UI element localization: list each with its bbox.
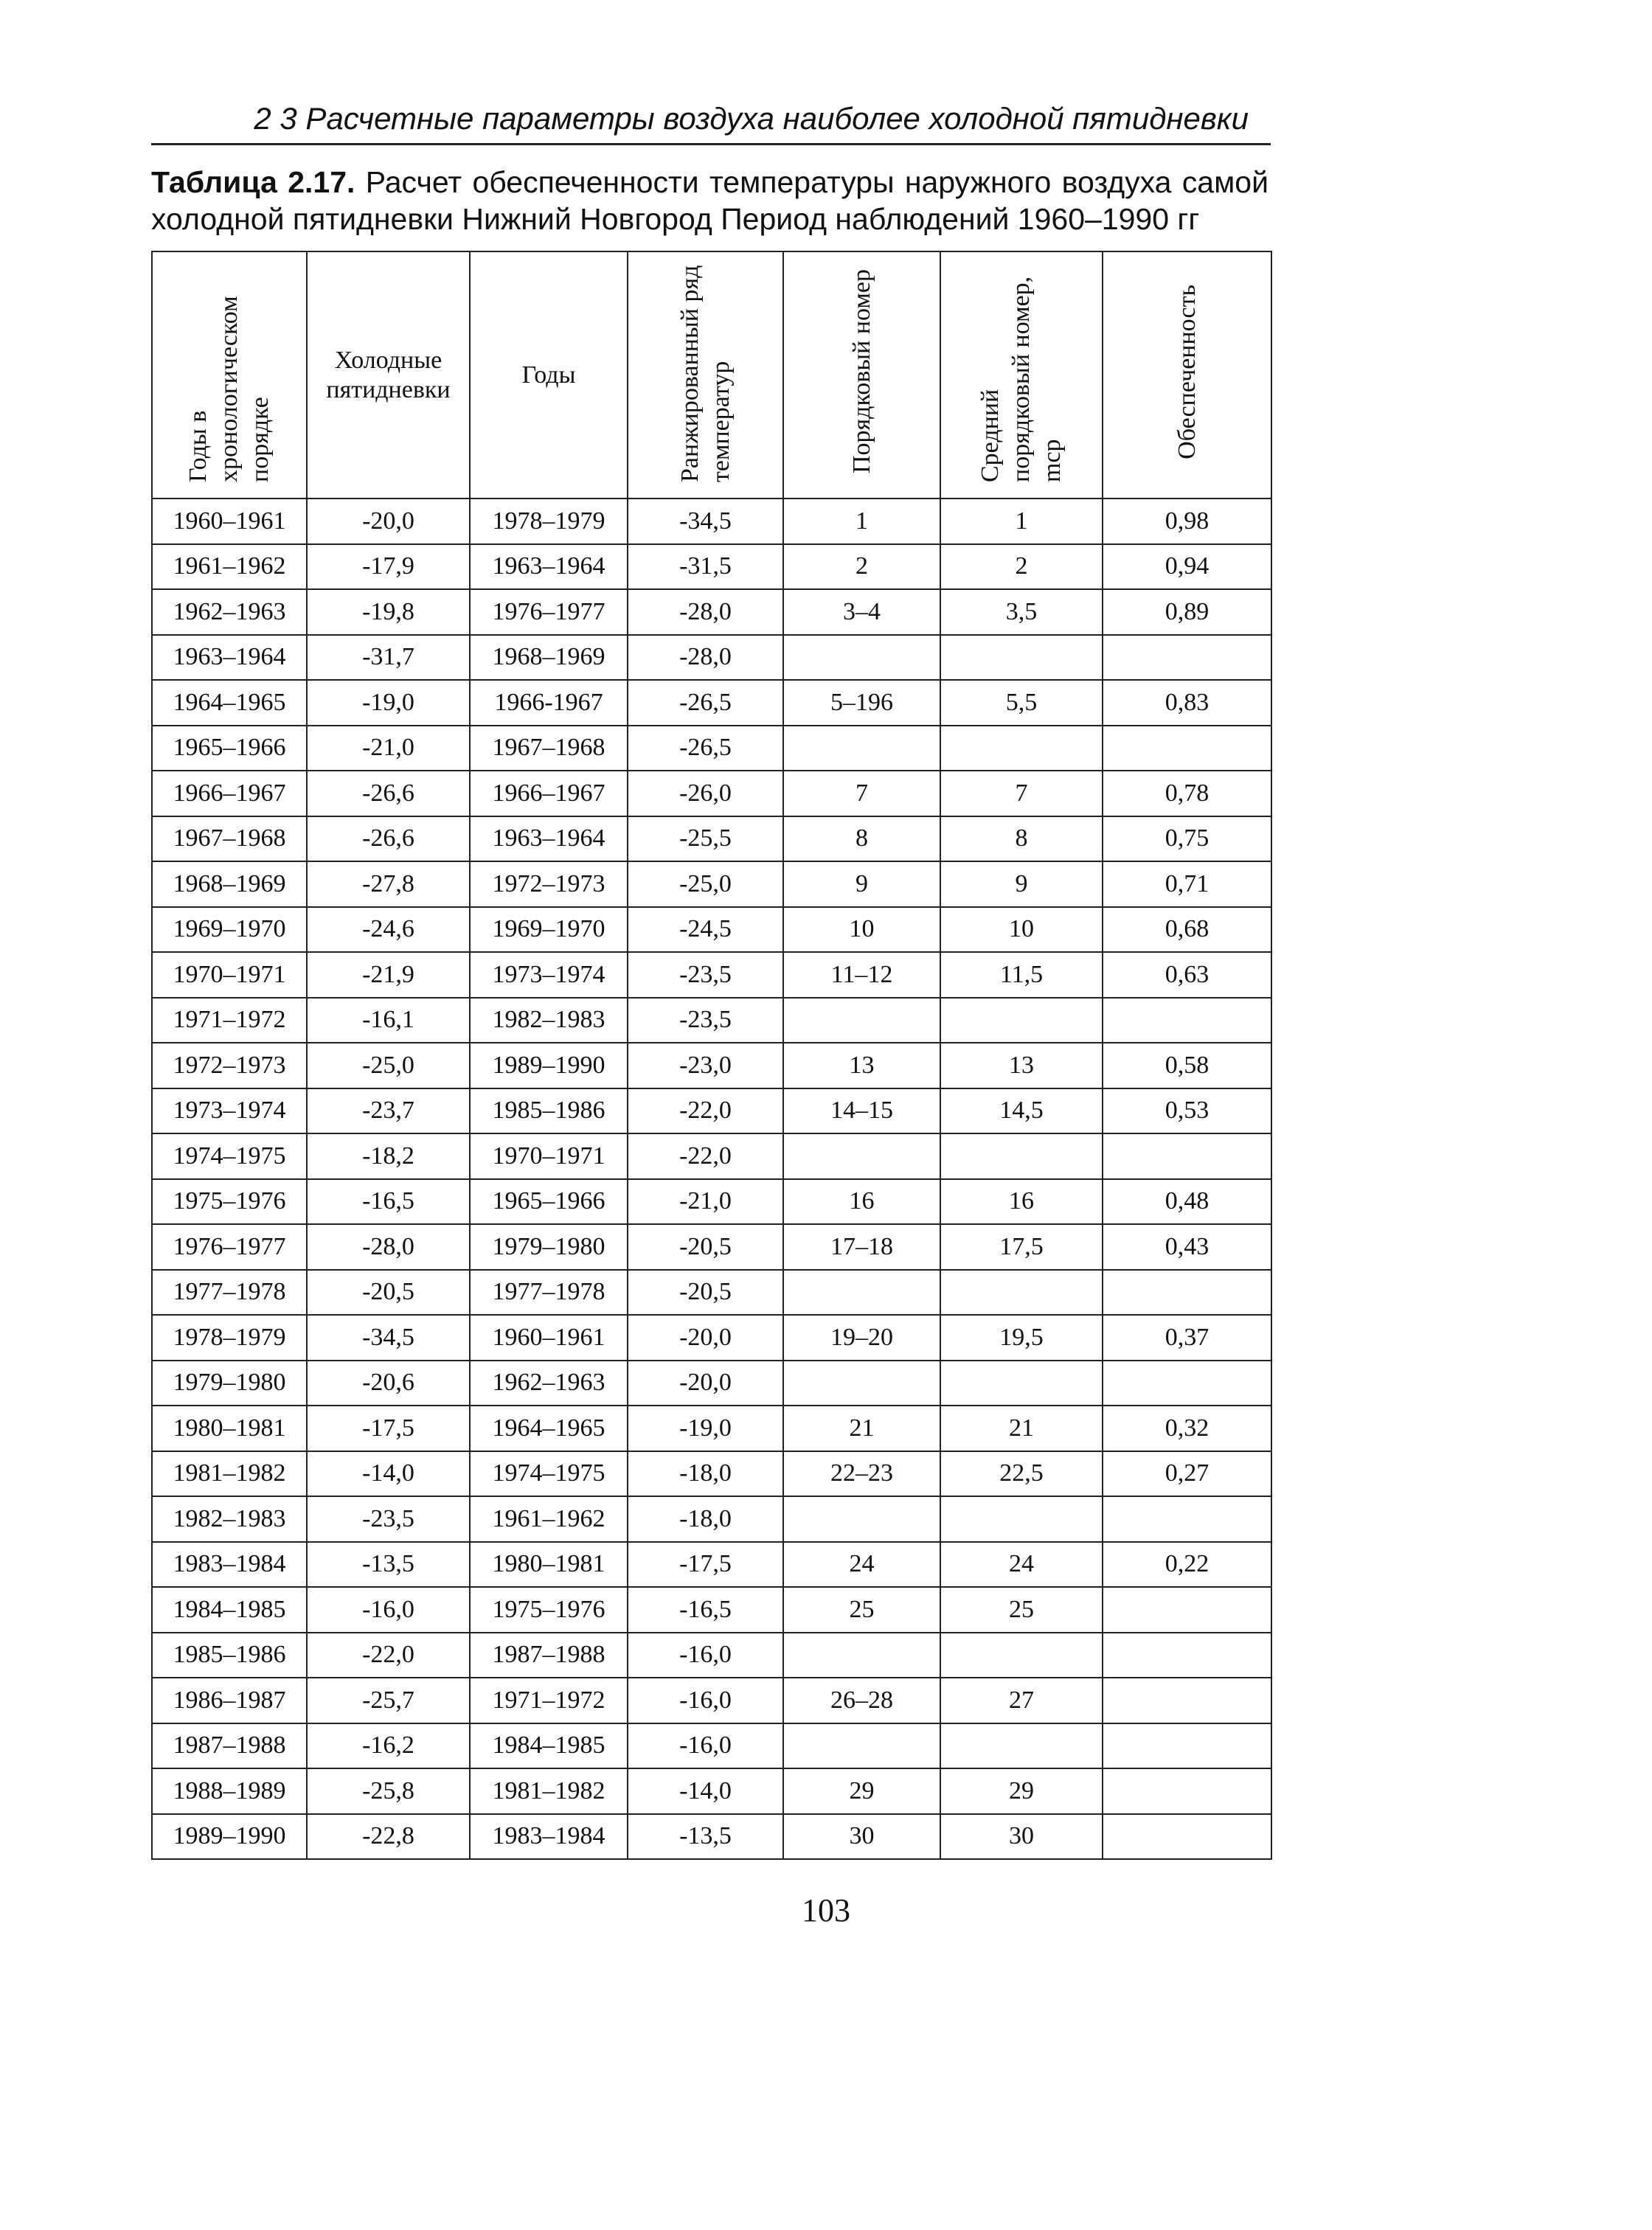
cell-mean-ordinal (940, 1723, 1103, 1769)
cell-chrono-years: 1972–1973 (152, 1043, 307, 1088)
table-row (152, 1224, 1271, 1270)
cell-probability (1103, 1361, 1271, 1406)
cell-ranked-temp: -28,0 (628, 635, 783, 681)
cell-ordinal-number: 19–20 (783, 1315, 940, 1361)
cell-probability: 0,53 (1103, 1088, 1271, 1134)
cell-years: 1979–1980 (470, 1224, 628, 1270)
data-table (151, 251, 1272, 1860)
cell-ordinal-number: 5–196 (783, 680, 940, 726)
cell-probability: 0,43 (1103, 1224, 1271, 1270)
cell-probability: 0,63 (1103, 952, 1271, 998)
cell-ordinal-number: 3–4 (783, 589, 940, 635)
running-head: 2 3 Расчетные параметры воздуха наиболее холодной пятидневки (151, 103, 1271, 145)
table-row (152, 1814, 1271, 1860)
table-row (152, 1678, 1271, 1723)
cell-cold-five-days: -25,8 (307, 1768, 470, 1814)
cell-cold-five-days: -28,0 (307, 1224, 470, 1270)
cell-probability: 0,78 (1103, 771, 1271, 816)
table-row (152, 907, 1271, 953)
cell-cold-five-days: -14,0 (307, 1451, 470, 1497)
cell-cold-five-days: -26,6 (307, 771, 470, 816)
cell-years: 1965–1966 (470, 1179, 628, 1225)
table-row (152, 1587, 1271, 1633)
cell-chrono-years: 1962–1963 (152, 589, 307, 635)
table-body (152, 499, 1271, 1859)
cell-mean-ordinal (940, 726, 1103, 771)
cell-ranked-temp: -17,5 (628, 1542, 783, 1588)
cell-probability (1103, 1768, 1271, 1814)
cell-cold-five-days: -23,7 (307, 1088, 470, 1134)
cell-years: 1989–1990 (470, 1043, 628, 1088)
cell-years: 1966-1967 (470, 680, 628, 726)
table-row (152, 1451, 1271, 1497)
cell-ranked-temp: -23,0 (628, 1043, 783, 1088)
table-row (152, 1315, 1271, 1361)
cell-mean-ordinal: 13 (940, 1043, 1103, 1088)
cell-years: 1987–1988 (470, 1633, 628, 1678)
cell-years: 1964–1965 (470, 1406, 628, 1451)
cell-chrono-years: 1961–1962 (152, 544, 307, 590)
cell-ordinal-number: 11–12 (783, 952, 940, 998)
table-caption (151, 164, 1268, 237)
header-mean-ordinal: Средний порядковый номер, mср (940, 251, 1103, 499)
cell-cold-five-days: -23,5 (307, 1496, 470, 1542)
cell-probability: 0,22 (1103, 1542, 1271, 1588)
cell-mean-ordinal: 21 (940, 1406, 1103, 1451)
cell-chrono-years: 1963–1964 (152, 635, 307, 681)
cell-ranked-temp: -20,0 (628, 1315, 783, 1361)
table-row (152, 952, 1271, 998)
cell-ranked-temp: -19,0 (628, 1406, 783, 1451)
cell-chrono-years: 1984–1985 (152, 1587, 307, 1633)
cell-mean-ordinal: 1 (940, 499, 1103, 544)
cell-years: 1970–1971 (470, 1133, 628, 1179)
cell-probability (1103, 1678, 1271, 1723)
cell-cold-five-days: -22,0 (307, 1633, 470, 1678)
cell-ranked-temp: -26,0 (628, 771, 783, 816)
cell-chrono-years: 1987–1988 (152, 1723, 307, 1769)
cell-ordinal-number: 22–23 (783, 1451, 940, 1497)
cell-probability (1103, 1633, 1271, 1678)
cell-cold-five-days: -18,2 (307, 1133, 470, 1179)
table-row (152, 1088, 1271, 1134)
cell-cold-five-days: -19,8 (307, 589, 470, 635)
cell-probability: 0,58 (1103, 1043, 1271, 1088)
table-row (152, 1179, 1271, 1225)
cell-ranked-temp: -26,5 (628, 680, 783, 726)
table-row (152, 635, 1271, 681)
cell-ordinal-number: 14–15 (783, 1088, 940, 1134)
cell-years: 1982–1983 (470, 998, 628, 1043)
cell-ranked-temp: -24,5 (628, 907, 783, 953)
cell-mean-ordinal: 16 (940, 1179, 1103, 1225)
table-row (152, 1133, 1271, 1179)
cell-ranked-temp: -20,0 (628, 1361, 783, 1406)
cell-cold-five-days: -16,0 (307, 1587, 470, 1633)
cell-probability (1103, 1723, 1271, 1769)
cell-ordinal-number: 24 (783, 1542, 940, 1588)
cell-cold-five-days: -20,5 (307, 1270, 470, 1316)
cell-ordinal-number (783, 1633, 940, 1678)
cell-cold-five-days: -22,8 (307, 1814, 470, 1860)
cell-probability: 0,75 (1103, 816, 1271, 862)
cell-years: 1984–1985 (470, 1723, 628, 1769)
cell-ranked-temp: -16,5 (628, 1587, 783, 1633)
cell-ranked-temp: -16,0 (628, 1723, 783, 1769)
cell-ordinal-number (783, 726, 940, 771)
header-years: Годы (470, 251, 628, 499)
cell-ordinal-number: 2 (783, 544, 940, 590)
header-probability: Обеспеченность (1103, 251, 1271, 499)
cell-ordinal-number: 13 (783, 1043, 940, 1088)
cell-mean-ordinal: 27 (940, 1678, 1103, 1723)
cell-mean-ordinal: 10 (940, 907, 1103, 953)
header-chrono-years: Годы в хронологическом порядке (152, 251, 307, 499)
cell-ranked-temp: -23,5 (628, 998, 783, 1043)
table-caption-label: Таблица 2.17. (151, 165, 355, 199)
table-row (152, 499, 1271, 544)
cell-ranked-temp: -16,0 (628, 1678, 783, 1723)
cell-mean-ordinal: 24 (940, 1542, 1103, 1588)
cell-ordinal-number: 29 (783, 1768, 940, 1814)
cell-ranked-temp: -20,5 (628, 1224, 783, 1270)
cell-chrono-years: 1986–1987 (152, 1678, 307, 1723)
cell-probability: 0,83 (1103, 680, 1271, 726)
cell-mean-ordinal (940, 1361, 1103, 1406)
table-row (152, 998, 1271, 1043)
table-row (152, 1723, 1271, 1769)
cell-ranked-temp: -21,0 (628, 1179, 783, 1225)
cell-cold-five-days: -21,9 (307, 952, 470, 998)
cell-mean-ordinal: 2 (940, 544, 1103, 590)
cell-years: 1981–1982 (470, 1768, 628, 1814)
cell-mean-ordinal (940, 1633, 1103, 1678)
cell-cold-five-days: -16,1 (307, 998, 470, 1043)
header-ranked-temps: Ранжированный ряд температур (628, 251, 783, 499)
cell-mean-ordinal: 7 (940, 771, 1103, 816)
cell-probability (1103, 998, 1271, 1043)
cell-mean-ordinal (940, 1496, 1103, 1542)
cell-ordinal-number: 7 (783, 771, 940, 816)
cell-chrono-years: 1988–1989 (152, 1768, 307, 1814)
cell-chrono-years: 1975–1976 (152, 1179, 307, 1225)
cell-ranked-temp: -13,5 (628, 1814, 783, 1860)
cell-chrono-years: 1968–1969 (152, 861, 307, 907)
cell-years: 1968–1969 (470, 635, 628, 681)
cell-ranked-temp: -23,5 (628, 952, 783, 998)
cell-chrono-years: 1982–1983 (152, 1496, 307, 1542)
cell-years: 1969–1970 (470, 907, 628, 953)
cell-mean-ordinal: 8 (940, 816, 1103, 862)
cell-years: 1967–1968 (470, 726, 628, 771)
table-caption-text: Расчет обеспеченности температуры наружного воздуха самой холодной пятидневки Нижний Новгород Период наблюдений 1960–1990 гг (151, 165, 1269, 236)
cell-cold-five-days: -34,5 (307, 1315, 470, 1361)
cell-mean-ordinal: 3,5 (940, 589, 1103, 635)
cell-mean-ordinal: 11,5 (940, 952, 1103, 998)
cell-ordinal-number (783, 998, 940, 1043)
table-row (152, 816, 1271, 862)
cell-ordinal-number: 21 (783, 1406, 940, 1451)
cell-cold-five-days: -20,6 (307, 1361, 470, 1406)
cell-ranked-temp: -25,5 (628, 816, 783, 862)
cell-cold-five-days: -13,5 (307, 1542, 470, 1588)
cell-mean-ordinal (940, 635, 1103, 681)
cell-chrono-years: 1969–1970 (152, 907, 307, 953)
cell-chrono-years: 1970–1971 (152, 952, 307, 998)
cell-mean-ordinal: 14,5 (940, 1088, 1103, 1134)
cell-cold-five-days: -25,0 (307, 1043, 470, 1088)
cell-years: 1963–1964 (470, 544, 628, 590)
table-header-row (152, 251, 1271, 499)
cell-mean-ordinal: 19,5 (940, 1315, 1103, 1361)
cell-cold-five-days: -17,5 (307, 1406, 470, 1451)
cell-mean-ordinal: 29 (940, 1768, 1103, 1814)
cell-ordinal-number: 17–18 (783, 1224, 940, 1270)
cell-probability (1103, 1133, 1271, 1179)
cell-ordinal-number: 30 (783, 1814, 940, 1860)
cell-ranked-temp: -14,0 (628, 1768, 783, 1814)
table-row (152, 1633, 1271, 1678)
cell-years: 1960–1961 (470, 1315, 628, 1361)
table-row (152, 771, 1271, 816)
cell-years: 1962–1963 (470, 1361, 628, 1406)
cell-mean-ordinal: 9 (940, 861, 1103, 907)
cell-cold-five-days: -21,0 (307, 726, 470, 771)
cell-cold-five-days: -25,7 (307, 1678, 470, 1723)
cell-chrono-years: 1966–1967 (152, 771, 307, 816)
cell-cold-five-days: -16,2 (307, 1723, 470, 1769)
cell-chrono-years: 1973–1974 (152, 1088, 307, 1134)
cell-cold-five-days: -26,6 (307, 816, 470, 862)
cell-ordinal-number: 10 (783, 907, 940, 953)
cell-years: 1973–1974 (470, 952, 628, 998)
header-ordinal-number: Порядковый номер (783, 251, 940, 499)
cell-cold-five-days: -19,0 (307, 680, 470, 726)
cell-years: 1972–1973 (470, 861, 628, 907)
cell-ordinal-number: 26–28 (783, 1678, 940, 1723)
cell-years: 1985–1986 (470, 1088, 628, 1134)
cell-probability (1103, 635, 1271, 681)
cell-years: 1963–1964 (470, 816, 628, 862)
cell-cold-five-days: -17,9 (307, 544, 470, 590)
cell-years: 1978–1979 (470, 499, 628, 544)
cell-mean-ordinal: 30 (940, 1814, 1103, 1860)
cell-ranked-temp: -22,0 (628, 1133, 783, 1179)
cell-ordinal-number: 1 (783, 499, 940, 544)
page-number: 103 (802, 1892, 850, 1928)
cell-ordinal-number: 16 (783, 1179, 940, 1225)
cell-ranked-temp: -25,0 (628, 861, 783, 907)
cell-chrono-years: 1978–1979 (152, 1315, 307, 1361)
cell-ordinal-number (783, 635, 940, 681)
cell-years: 1977–1978 (470, 1270, 628, 1316)
cell-ordinal-number (783, 1361, 940, 1406)
table-row (152, 1406, 1271, 1451)
cell-probability: 0,37 (1103, 1315, 1271, 1361)
cell-cold-five-days: -24,6 (307, 907, 470, 953)
cell-probability: 0,71 (1103, 861, 1271, 907)
cell-ranked-temp: -22,0 (628, 1088, 783, 1134)
table-row (152, 680, 1271, 726)
cell-ordinal-number: 8 (783, 816, 940, 862)
cell-cold-five-days: -27,8 (307, 861, 470, 907)
cell-ranked-temp: -28,0 (628, 589, 783, 635)
cell-ordinal-number (783, 1723, 940, 1769)
cell-ordinal-number: 25 (783, 1587, 940, 1633)
cell-chrono-years: 1976–1977 (152, 1224, 307, 1270)
table-row (152, 1768, 1271, 1814)
cell-chrono-years: 1979–1980 (152, 1361, 307, 1406)
table-row (152, 544, 1271, 590)
cell-years: 1961–1962 (470, 1496, 628, 1542)
cell-ranked-temp: -18,0 (628, 1496, 783, 1542)
table-row (152, 861, 1271, 907)
cell-probability: 0,32 (1103, 1406, 1271, 1451)
cell-cold-five-days: -20,0 (307, 499, 470, 544)
cell-years: 1966–1967 (470, 771, 628, 816)
cell-chrono-years: 1981–1982 (152, 1451, 307, 1497)
cell-ordinal-number (783, 1133, 940, 1179)
table-row (152, 1361, 1271, 1406)
cell-chrono-years: 1977–1978 (152, 1270, 307, 1316)
cell-probability (1103, 1496, 1271, 1542)
cell-probability: 0,98 (1103, 499, 1271, 544)
cell-chrono-years: 1983–1984 (152, 1542, 307, 1588)
cell-ordinal-number (783, 1270, 940, 1316)
cell-ordinal-number: 9 (783, 861, 940, 907)
cell-chrono-years: 1980–1981 (152, 1406, 307, 1451)
cell-probability: 0,48 (1103, 1179, 1271, 1225)
table-row (152, 1270, 1271, 1316)
table-row (152, 1496, 1271, 1542)
cell-chrono-years: 1974–1975 (152, 1133, 307, 1179)
cell-ordinal-number (783, 1496, 940, 1542)
cell-mean-ordinal (940, 1133, 1103, 1179)
cell-probability (1103, 726, 1271, 771)
cell-ranked-temp: -31,5 (628, 544, 783, 590)
cell-probability: 0,27 (1103, 1451, 1271, 1497)
cell-probability: 0,94 (1103, 544, 1271, 590)
cell-ranked-temp: -20,5 (628, 1270, 783, 1316)
cell-years: 1971–1972 (470, 1678, 628, 1723)
cell-cold-five-days: -16,5 (307, 1179, 470, 1225)
cell-ranked-temp: -16,0 (628, 1633, 783, 1678)
cell-chrono-years: 1965–1966 (152, 726, 307, 771)
table-row (152, 1542, 1271, 1588)
cell-probability (1103, 1270, 1271, 1316)
cell-years: 1975–1976 (470, 1587, 628, 1633)
cell-ranked-temp: -34,5 (628, 499, 783, 544)
cell-probability (1103, 1587, 1271, 1633)
table-row (152, 1043, 1271, 1088)
cell-ranked-temp: -26,5 (628, 726, 783, 771)
cell-probability: 0,89 (1103, 589, 1271, 635)
cell-mean-ordinal: 17,5 (940, 1224, 1103, 1270)
cell-probability (1103, 1814, 1271, 1860)
cell-chrono-years: 1967–1968 (152, 816, 307, 862)
cell-mean-ordinal: 5,5 (940, 680, 1103, 726)
cell-ranked-temp: -18,0 (628, 1451, 783, 1497)
header-cold-five-days: Холодные пятидневки (307, 251, 470, 499)
cell-chrono-years: 1985–1986 (152, 1633, 307, 1678)
cell-cold-five-days: -31,7 (307, 635, 470, 681)
cell-years: 1976–1977 (470, 589, 628, 635)
cell-mean-ordinal: 25 (940, 1587, 1103, 1633)
cell-chrono-years: 1989–1990 (152, 1814, 307, 1860)
cell-chrono-years: 1971–1972 (152, 998, 307, 1043)
table-row (152, 589, 1271, 635)
cell-mean-ordinal: 22,5 (940, 1451, 1103, 1497)
cell-mean-ordinal (940, 998, 1103, 1043)
cell-mean-ordinal (940, 1270, 1103, 1316)
cell-probability: 0,68 (1103, 907, 1271, 953)
table-row (152, 726, 1271, 771)
cell-years: 1983–1984 (470, 1814, 628, 1860)
cell-years: 1974–1975 (470, 1451, 628, 1497)
cell-chrono-years: 1964–1965 (152, 680, 307, 726)
cell-years: 1980–1981 (470, 1542, 628, 1588)
cell-chrono-years: 1960–1961 (152, 499, 307, 544)
